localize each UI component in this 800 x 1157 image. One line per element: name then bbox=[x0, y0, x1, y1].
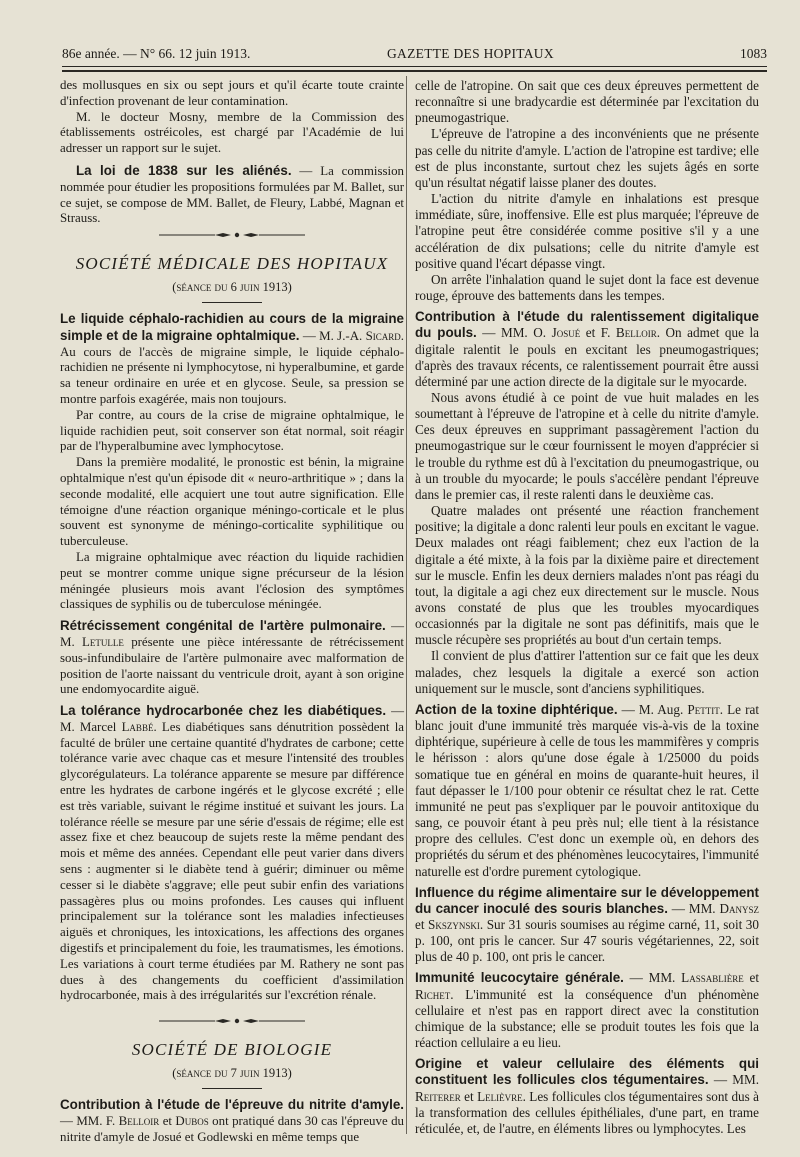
paragraph: M. le docteur Mosny, membre de la Commission des établissements ostréicoles, est chargé par l'Académie de lui adresser un rapport sur le sujet. bbox=[60, 109, 404, 156]
article-lead: — MM. O. bbox=[476, 325, 552, 341]
article-author: Skszynski bbox=[428, 916, 480, 932]
article-text: . L'immunité est la conséquence d'un phénomène cellulaire et n'est pas en rapport direct avec la constitution chimique de la substance; elle se produit toutes les fois que la réaction cellulaire a eu lieu. bbox=[415, 986, 759, 1051]
paragraph: La migraine ophtalmique avec réaction du liquide rachidien peut se montrer comme unique signe précurseur de la lésion méningée plusieurs mois avant l'éclosion des symptômes classiques de syphilis ou de tuberculose méningée. bbox=[60, 549, 404, 612]
article-toxine-diphterique bbox=[415, 702, 759, 880]
article-author: Labbé bbox=[121, 719, 154, 734]
article-migraine bbox=[60, 311, 404, 408]
article-author: Dubos bbox=[175, 1113, 209, 1128]
article-author: Lassablière bbox=[681, 970, 744, 986]
article-title: Immunité leucocytaire générale. bbox=[415, 970, 624, 986]
article-title: Influence du régime alimentaire sur le développement du cancer inoculé des souris blanches. bbox=[415, 884, 759, 916]
article-text: — La commission nommée pour étudier les propositions formulées par M. Ballet, sur ce sujet, se compose de MM. Ballet, de Fleury, Labbé, Magnan et Strauss. bbox=[60, 163, 404, 226]
article-title: Origine et valeur cellulaire des éléments qui constituent les follicules clos tégumentaires. bbox=[415, 1056, 759, 1088]
article-loi-1838 bbox=[60, 163, 404, 227]
article-lead: et bbox=[743, 970, 759, 986]
header-rule bbox=[62, 66, 767, 67]
paragraph: Nous avons étudié à ce point de vue huit malades en les soumettant à l'épreuve de l'atropine et à celle du nitrite d'amyle. Ces deux épreuves en supprimant passagèrement l'action du pneumogastrique sur le cœur fournissent le moyen d'apprécier si le trouble du rythme est dû à l'excitation du pneumogastrique, ou à un trouble du myocarde; le pouls s'accélère pendant l'épreuve dans le premier cas, il reste ralenti dans le deuxième cas. bbox=[415, 389, 759, 502]
paragraph: Il convient de plus d'attirer l'attention sur ce fait que les deux malades, chez lesquels la digitale a exercé son action uniquement sur le muscle, sont d'anciens syphilitiques. bbox=[415, 648, 759, 696]
article-lead: et bbox=[460, 1088, 478, 1104]
article-author: Danysz bbox=[719, 900, 760, 916]
article-author: Belloir bbox=[118, 1113, 160, 1128]
article-lead: — MM. F. bbox=[60, 1113, 119, 1128]
left-column bbox=[60, 78, 404, 1145]
article-follicules-clos bbox=[415, 1056, 759, 1137]
article-lead: et F. bbox=[580, 325, 616, 341]
article-text: ont pratiqué dans 30 cas l'épreuve du nitrite d'amyle de Josué et Godlewski en même temps que bbox=[60, 1113, 404, 1144]
article-lead: — MM. bbox=[708, 1072, 759, 1088]
article-lead: et bbox=[159, 1113, 176, 1128]
page-number: 1083 bbox=[740, 46, 767, 61]
article-title: Contribution à l'étude du ralentissement digitalique du pouls. bbox=[415, 309, 759, 341]
column-separator bbox=[406, 76, 407, 1134]
article-text: . Les follicules clos tégumentaires sont dus à la transformation des cellules épithéliales, d'une part, en trame réticulée, et, de l'autre, en éléments libres ou lymphocytes. Les bbox=[415, 1088, 759, 1136]
article-author: Reiterer bbox=[415, 1088, 461, 1104]
ornament-divider bbox=[157, 1016, 307, 1026]
article-author: Josué bbox=[551, 325, 581, 341]
article-text: . Le rat blanc jouit d'une immunité très marquée vis-à-vis de la toxine diphtérique, supérieure à celle de tous les mammifères y compris le hérisson : alors qu'une dose égale à 1/25000 du poids somatique tue en général en moins de quarante-huit heures, il faut dépasser le 1/100 pour obtenir ce résultat chez le rat. Cette immunité ne peut pas s'expliquer par le pouvoir antitoxique du sang, ce pouvoir étant à peu près nul; elle tient à la résistance propre des cellules. C'est donc un exemple où, en dehors des propriétés du sérum et des phénomènes leucocytaires, l'immunité naturelle est d'ordre purement cytologique. bbox=[415, 701, 759, 879]
right-column bbox=[415, 78, 759, 1137]
article-author: Belloir bbox=[615, 325, 657, 341]
article-title: Contribution à l'étude de l'épreuve du nitrite d'amyle. bbox=[60, 1097, 404, 1113]
article-immunite-leucocytaire bbox=[415, 970, 759, 1051]
article-tolerance bbox=[60, 703, 404, 1004]
paragraph: des mollusques en six ou sept jours et qu'il écarte toute crainte d'infection provenant de leur contamination. bbox=[60, 78, 404, 108]
article-lead: — M. Aug. bbox=[617, 701, 688, 717]
article-lead: et bbox=[415, 916, 429, 932]
issue-info: 86e année. — N° 66. 12 juin 1913. bbox=[62, 46, 251, 61]
article-nitrite-amyle bbox=[60, 1097, 404, 1145]
paragraph: L'épreuve de l'atropine a des inconvénients que ne présente pas celle du nitrite d'amyle. L'action de l'atropine est tardive; elle est de plus inconstante, surtout chez les sujets âgés en sorte qu'un résultat négatif laisse planer des doutes. bbox=[415, 126, 759, 190]
article-text: présente une pièce intéressante de rétrécissement sous-infundibulaire de l'artère pulmonaire avec malformation de position de l'aorte naissant du ventricule droit, ayant à son origine une endomyocardite aiguë. bbox=[60, 634, 404, 697]
article-regime-cancer bbox=[415, 885, 759, 966]
section-session-date: (séance du 7 juin 1913) bbox=[172, 1066, 292, 1081]
ornament-divider bbox=[157, 230, 307, 240]
section-title: SOCIÉTÉ MÉDICALE DES HOPITAUX bbox=[75, 254, 389, 274]
article-artere-pulmonaire: Rétrécissement congénital de l'artère pulmonaire. — M. Letulle présente une pièce intéressante de rétrécissement sous-infundibulaire de l'artère pulmonaire avec malformation de position de l'aorte naissant du ventricule droit, ayant à son origine une endomyocardite aiguë. bbox=[60, 618, 404, 697]
paragraph: celle de l'atropine. On sait que ces deux épreuves permettent de reconnaître si une bradycardie est déterminée par l'excitation du pneumogastrique. bbox=[415, 78, 759, 126]
paragraph: On arrête l'inhalation quand le sujet dont la face est devenue rouge, éprouve des battements dans les tempes. bbox=[415, 271, 759, 304]
article-digitale bbox=[415, 309, 759, 390]
article-text: . Les diabétiques sans dénutrition possèdent la faculté de brûler une certaine quantité d'hydrates de carbone; cette tolérance varie avec chaque cas et mesure l'intensité des troubles glycorégulateurs. La tolérance apparente se mesure par différence entre les hydrates de carbone ingérés et le glycose excrété ; elle est très variable, suivant le régime institué et suivant les jours. La tolérance réelle se mesure par une série d'essais de régime; elle est assez fixe et chez beaucoup de sujets reste la même pendant des mois et même des années. Cependant elle peut varier dans divers sens : augmenter si le diabète tend à guérir; diminuer ou même cesser si le diabète s'aggrave; elle peut subir enfin des variations passagères plus ou moins profondes. Les causes qui influent principalement sur la tolérance sont les maladies infectieuses aiguës et chroniques, les intoxications, les affections des organes digestifs et principalement du foie, les traumatismes, les émotions. Les variations à court terme étudiées par M. Rathery ne sont pas dues à des changements du coefficient d'assimilation hydrocarbonée, mais à des irrégularités sur l'excrétion rénale. bbox=[60, 719, 404, 1003]
article-lead: — M. Marcel bbox=[60, 704, 405, 734]
article-author: M. Letulle bbox=[60, 634, 124, 649]
article-title: Rétrécissement congénital de l'artère pulmonaire. bbox=[60, 618, 386, 634]
journal-title: GAZETTE DES HOPITAUX bbox=[387, 46, 554, 61]
header-rule-thick bbox=[62, 70, 767, 72]
article-title: Le liquide céphalo-rachidien au cours de la migraine simple et de la migraine ophtalmique. bbox=[60, 310, 404, 343]
section-title: SOCIÉTÉ DE BIOLOGIE bbox=[131, 1040, 333, 1060]
article-title: Action de la toxine diphtérique. bbox=[415, 701, 618, 717]
paragraph: Dans la première modalité, le pronostic est bénin, la migraine ophtalmique n'est qu'un épisode dit « neuro-arthritique » ; dans la seconde modalité, elle acquiert une tout autre signification. Elle témoigne d'une réaction organique méningo-corticale et le plus souvent est synonyme de méningo-corticalite syphilitique ou tuberculeuse. bbox=[60, 455, 404, 549]
article-text: . On admet que la digitale ralentit le pouls en excitant les pneumogastriques; d'après des travaux récents, ce ralentissement pourrait être aussi déterminé par une action directe de la digitale sur le myocarde. bbox=[415, 325, 759, 389]
paragraph: L'action du nitrite d'amyle en inhalations est presque immédiate, sûre, inoffensive. Elle est plus marquée; l'épreuve de l'atropine peut être considérée comme positive s'il y a une accélération de dix pulsations; celle du nitrite d'amyle est positive quand l'écart dépasse vingt. bbox=[415, 191, 759, 271]
article-author: Richet bbox=[415, 986, 451, 1002]
article-title: La loi de 1838 sur les aliénés. bbox=[76, 162, 292, 178]
article-author: — M. J.-A. Sicard. bbox=[299, 328, 404, 343]
section-session-date: (séance du 6 juin 1913) bbox=[172, 280, 292, 295]
article-lead: — MM. bbox=[667, 900, 720, 916]
article-author: Lelièvre bbox=[477, 1088, 523, 1104]
short-rule bbox=[202, 302, 262, 303]
article-text: Au cours de l'accès de migraine simple, le liquide céphalo-rachidien ne présente ni lymphocytose, ni hyperalbumine, et garde sa teneur ordinaire en urée et en glycose. Seule, sa pression se montre parfois exagérée, mais non toujours. bbox=[60, 344, 404, 406]
article-author: Pettit bbox=[687, 701, 720, 717]
short-rule bbox=[202, 1088, 262, 1089]
paragraph: Quatre malades ont présenté une réaction franchement positive; la digitale a donc ralenti leur pouls en excitant le vague. Deux malades ont réagi faiblement; chez eux l'action de la digitale a été mixte, à la fois par la dixième paire et directement sur le muscle. Enfin les deux derniers malades n'ont pas réagi du tout, la digitale a agi chez eux directement sur le muscle. Nous avons constaté de plus que les troubles myocardiques occasionnés par la digitale ne sont pas définitifs, mais que le muscle récupère ses propriétés au bout d'un certain temps. bbox=[415, 503, 759, 648]
article-text: . Sur 31 souris soumises au régime carné, 11, soit 30 p. 100, ont pris le cancer. Sur 47 souris végétariennes, 22, soit plus de 40 p. 100, ont pris le cancer. bbox=[415, 916, 759, 965]
article-title: La tolérance hydrocarbonée chez les diabétiques. bbox=[60, 703, 387, 719]
running-header bbox=[62, 40, 767, 64]
paragraph: Par contre, au cours de la crise de migraine ophtalmique, le liquide rachidien peut, soit conserver son état normal, soit réagir par de l'hyperalbumine avec lymphocytose. bbox=[60, 407, 404, 454]
article-lead: — MM. bbox=[623, 970, 682, 986]
